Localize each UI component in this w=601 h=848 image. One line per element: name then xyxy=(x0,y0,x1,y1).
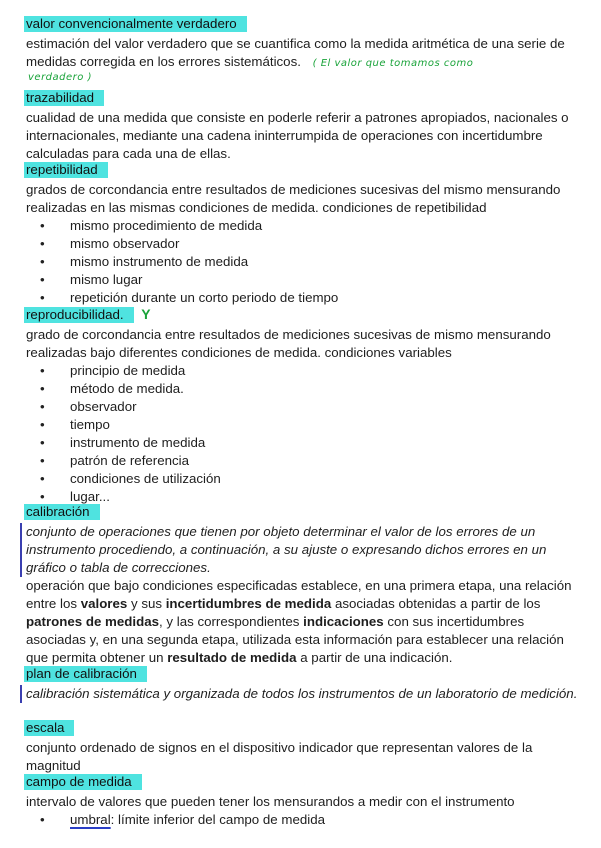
term-heading: reproducibilidad. xyxy=(24,307,134,323)
definition-text: intervalo de valores que pueden tener los mensurandos a medir con el instrumento xyxy=(26,794,515,809)
term-heading: repetibilidad xyxy=(24,162,108,178)
section-plan xyxy=(26,665,582,703)
list-item: • mismo lugar xyxy=(26,271,582,289)
list-item: • umbral: límite inferior del campo de medida xyxy=(26,811,582,829)
section-reproducibilidad xyxy=(26,305,582,506)
handwritten-mark: Y xyxy=(141,306,151,322)
definition-text: conjunto ordenado de signos en el dispositivo indicador que representan valores de la magnitud xyxy=(26,740,533,773)
keyword: patrones de medidas xyxy=(26,614,160,629)
quoted-definition: conjunto de operaciones que tienen por objeto determinar el valor de los errores de un instrumento procediendo, a continuación, a su ajuste o expresando dichos errores en un gráfico o tabla de correcciones. xyxy=(20,523,582,577)
term-heading: campo de medida xyxy=(24,774,142,790)
section-campo xyxy=(26,773,582,829)
list-item: • patrón de referencia xyxy=(26,452,582,470)
keyword: indicaciones xyxy=(303,614,384,629)
section-trazabilidad xyxy=(26,89,582,163)
section-valor xyxy=(26,15,582,87)
definition-text: grados de corcondancia entre resultados de mediciones sucesivas del mismo mensurando realizadas en las mismas condiciones de medida. condiciones de repetibilidad xyxy=(26,182,561,215)
list-item: • observador xyxy=(26,398,582,416)
list-item: • tiempo xyxy=(26,416,582,434)
definition-text: cualidad de una medida que consiste en poderle referir a patrones apropiados, nacionales o internacionales, mediante una cadena ininterrumpida de operaciones con incertidumbre calculadas para cada una de ellas. xyxy=(26,110,569,161)
quoted-definition: calibración sistemática y organizada de todos los instrumentos de un laboratorio de medición. xyxy=(20,685,582,703)
condition-list xyxy=(26,811,582,829)
list-item: • instrumento de medida xyxy=(26,434,582,452)
definition-text: grado de corcondancia entre resultados de mediciones sucesivas de mismo mensurando realizadas bajo diferentes condiciones de medida. condiciones variables xyxy=(26,327,551,360)
section-calibracion xyxy=(26,503,582,667)
list-item: • mismo observador xyxy=(26,235,582,253)
term-heading: plan de calibración xyxy=(24,666,147,682)
list-item: • repetición durante un corto periodo de tiempo xyxy=(26,289,582,307)
section-repetibilidad xyxy=(26,161,582,307)
handwritten-note-continued: verdadero ) xyxy=(28,72,92,83)
list-item: • mismo procedimiento de medida xyxy=(26,217,582,235)
term-heading: escala xyxy=(24,720,74,736)
keyword: resultado de medida xyxy=(167,650,297,665)
list-item: • principio de medida xyxy=(26,362,582,380)
condition-list xyxy=(26,217,582,307)
section-escala xyxy=(26,719,582,775)
definition-text: operación que bajo condiciones especificadas establece, en una primera etapa, una relación entre los valores y sus incertidumbres de medida asociadas obtenidas a partir de los patrones de medidas, y las correspondientes indicaciones con sus incertidumbres asociadas y, en una segunda etapa, utilizada esta información para establecer una relación que permita obtener un resultado de medida a partir de una indicación. xyxy=(26,578,572,665)
list-item: • condiciones de utilización xyxy=(26,470,582,488)
list-item: • lugar... xyxy=(26,488,582,506)
condition-list xyxy=(26,362,582,506)
keyword: valores xyxy=(80,596,128,611)
keyword: incertidumbres de medida xyxy=(165,596,332,611)
term-heading: valor convencionalmente verdadero xyxy=(24,16,247,32)
list-item: • mismo instrumento de medida xyxy=(26,253,582,271)
term-heading: trazabilidad xyxy=(24,90,104,106)
definition-text: estimación del valor verdadero que se cuantifica como la medida aritmética de una serie de medidas corregida en los errores sistemáticos. xyxy=(26,36,565,69)
list-item: • método de medida. xyxy=(26,380,582,398)
handwritten-note: ( El valor que tomamos como xyxy=(312,58,474,69)
umbral-term: umbral xyxy=(70,812,111,827)
term-heading: calibración xyxy=(24,504,100,520)
